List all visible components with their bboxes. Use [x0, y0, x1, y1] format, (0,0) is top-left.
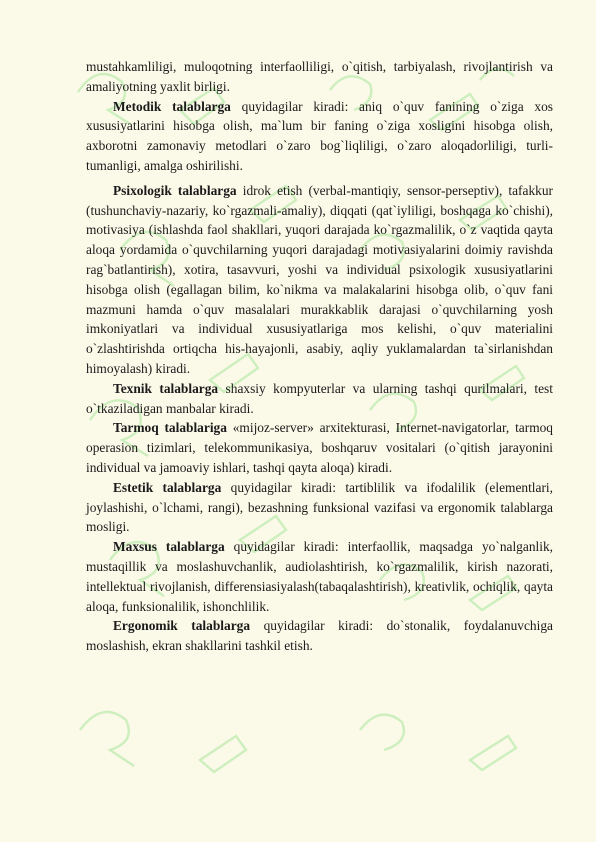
- paragraph-ergonomik: [86, 616, 553, 656]
- paragraph-intro-continuation: [86, 57, 553, 97]
- paragraph-text: idrok etish (verbal-mantiqiy, sensor-perseptiv), tafakkur (tushunchaviy-nazariy, ko`rgazmali-amaliy), diqqati (qat`iyliligi, boshqaga ko`chishi), motivasiya (ishlashda faol shakllari, yuqori darajada ko`rgazmalilik, o`z vaqtida qayta aloqa yordamida o`quvchilarning yuqori darajadagi motivasiyalarini doimiy ravishda rag`batlantirish), xotira, tasavvuri, yoshi va individual psixologik xususiyatlarini hisobga olish (egallagan bilim, ko`nikma va malakalarini hisobga olib, o`quv fani mazmuni hamda o`quv masalalari murakkablik darajasi o`quvchilarning yosh imkoniyatlari va individual xususiyatlariga mos kelishi, o`quv materialini o`zlashtirishda ortiqcha his-hayajonli, asabiy, aqliy yuklamalardan ta`sirlanishdan himoyalash) kiradi.: [86, 182, 553, 376]
- paragraph-estetik: [86, 478, 553, 537]
- paragraph-text: quyidagilar kiradi: do`stonalik, foydalanuvchiga moslashish, ekran shakllarini tashkil etish.: [86, 618, 553, 654]
- paragraph-psixologik: [86, 181, 553, 379]
- paragraph-term: Metodik talablarga: [113, 98, 231, 114]
- paragraph-term: Maxsus talablarga: [113, 539, 225, 555]
- paragraph-term: Estetik talablarga: [113, 479, 222, 495]
- paragraph-maxsus: [86, 537, 553, 616]
- paragraph-term: Psixologik talablarga: [113, 182, 237, 198]
- paragraph-metodik: [86, 97, 553, 176]
- paragraph-text: shaxsiy kompyuterlar va ularning tashqi qurilmalari, test o`tkaziladigan manbalar kiradi.: [86, 380, 553, 416]
- paragraph-tarmoq: [86, 418, 553, 477]
- paragraph-term: Tarmoq talablariga: [113, 420, 227, 436]
- document-body: [86, 57, 553, 656]
- paragraph-texnik: [86, 379, 553, 419]
- paragraph-term: Ergonomik talablarga: [113, 618, 251, 634]
- paragraph-text: «mijoz-server» arxitekturasi, Internet-navigatorlar, tarmoq operasion tizimlari, telekommunikasiya, boshqaruv vositalari (o`qitish jarayonini individual va jamoaviy ishlari, tashqi qayta aloqa) kiradi.: [86, 420, 553, 475]
- paragraph-text: mustahkamliligi, muloqotning interfaolliligi, o`qitish, tarbiyalash, rivojlantirish va amaliyotning yaxlit birligi.: [86, 59, 553, 94]
- paragraph-text: quyidagilar kiradi: tartiblilik va ifodalilik (elementlari, joylashishi, o`lchami, rangi), bezashning funksional vazifasi va ergonomik talablarga mosligi.: [86, 479, 553, 535]
- paragraph-text: quyidagilar kiradi: aniq o`quv fanining o`ziga xos xususiyatlarini hisobga olish, ma`lum bir faning o`ziga xosligini hisobga olish, axborotni zamonaviy metodlari o`zaro bog`liqliligi, o`zaro aloqadorliligi, turli-tumanligi, amalga oshirilishi.: [86, 98, 553, 173]
- paragraph-term: Texnik talablarga: [113, 380, 219, 396]
- paragraph-text: quyidagilar kiradi: interfaollik, maqsadga yo`nalganlik, mustaqillik va moslashuvchanlik, audiolashtirish, ko`rgazmalilik, kirish nazorati, intellektual rivojlanish, differensiasiyalash(tabaqalashtirish), kreativlik, ochiqlik, qayta aloqa, funksionalilik, ishonchlilik.: [86, 539, 554, 614]
